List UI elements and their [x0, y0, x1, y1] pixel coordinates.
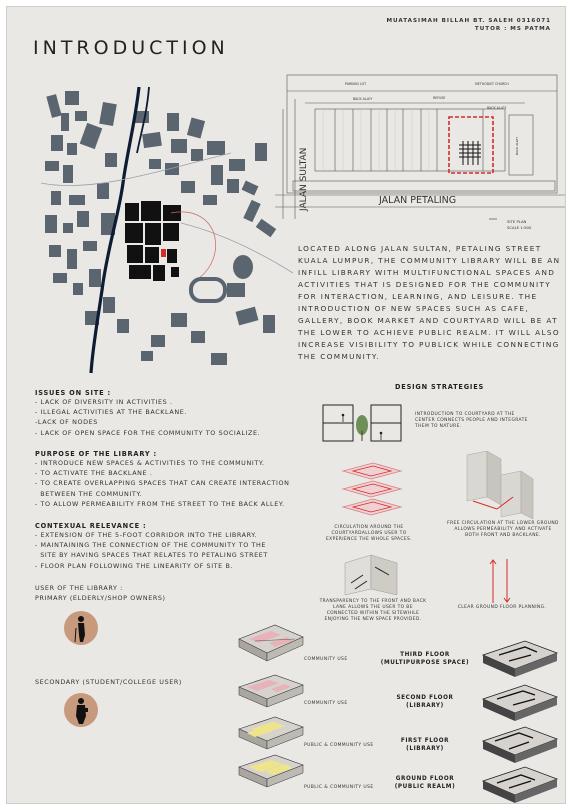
back-alley-vertical-label: BACK ALLEY — [515, 136, 519, 155]
site-plan-label: SITE PLAN — [507, 219, 527, 224]
contextual-item: - EXTENSION OF THE 5-FOOT CORRIDOR INTO THE LIBRARY. — [35, 531, 258, 539]
circulation-caption: CIRCULATION AROUND THE COURTYARDALLOWS USER TO EXPERIENCE THE WHOLE SPACES. — [325, 525, 412, 542]
floor-use-label: PUBLIC & COMMUNITY USE — [304, 743, 374, 748]
floor-axo-third — [235, 621, 307, 665]
clear-ground-caption: CLEAR GROUND FLOOR PLANNING. — [457, 605, 547, 610]
floor-name-first — [375, 738, 475, 753]
transparency-caption: TRANSPARENCY TO THE FRONT AND BACK LANE ALLOWS THE USER TO BE CONNECTED WITHIN THE SITEWHILE ENJOYING THE NEW SPACE PROVIDED. — [319, 599, 427, 622]
floor-name-second — [375, 695, 475, 710]
site-grid-hatch — [459, 141, 481, 165]
courtyard-caption: INTRODUCTION TO COURTYARD AT THE CENTER CONNECTS PEOPLE AND INTEGRATE THEM TO NATURE. — [415, 412, 528, 429]
jalan-petaling-label: JALAN PETALING — [379, 195, 457, 206]
issues-heading: ISSUES ON SITE : — [35, 389, 111, 397]
strategies-heading: DESIGN STRATEGIES — [395, 383, 485, 391]
purpose-item: BETWEEN THE COMMUNITY. — [35, 489, 143, 498]
site-plan-drawing — [275, 69, 565, 239]
floor-name: THIRD FLOOR — [400, 652, 450, 658]
floor-axo-ground — [235, 751, 307, 793]
contextual-heading: CONTEXUAL RELEVANCE : — [35, 522, 147, 530]
free-circulation-diagram — [457, 451, 537, 521]
issue-item: - ILLEGAL ACTIVITIES AT THE BACKLANE. — [35, 408, 187, 417]
refuse-label: REFUSE — [433, 96, 446, 100]
context-map — [31, 83, 293, 375]
purpose-item: - TO ALLOW PERMEABILITY FROM THE STREET TO THE BACK ALLEY. — [35, 499, 285, 508]
circulation-layers-diagram — [339, 461, 405, 523]
courtyard-section-diagram — [321, 401, 405, 447]
author-name: MUATASIMAH BILLAH BT. SALEH 0316071 — [386, 18, 551, 24]
site-plan-scale: SCALE 1:500 — [507, 225, 532, 230]
intro-paragraph: LOCATED ALONG JALAN SULTAN, PETALING STREET KUALA LUMPUR, THE COMMUNITY LIBRARY WILL BE AN INFILL LIBRARY WITH MULTIFUNCTIONAL SPACES AND ACTIVITIES THAT IS DESIGNED FOR THE COMMUNITY FOR INTERACTION, LEARNING, AND LEISURE. THE INTRODUCTION OF NEW SPACES SUCH AS CAFE, GALLERY, BOOK MARKET AND COURTYARD WILL BE AT THE LOWER TO ACHIEVE PUBLIC REALM. IT WILL ALSO INCREASE VISIBILITY TO PUBLICK WHILE CONNECTING THE COMMUNITY. — [298, 244, 561, 361]
users-heading: USER OF THE LIBRARY : — [35, 584, 123, 592]
student-user-avatar — [64, 693, 98, 727]
floor-subname: (MULTIPURPOSE SPACE) — [380, 659, 470, 666]
purpose-item: - TO CREATE OVERLAPPING SPACES THAT CAN CREATE INTERACTION — [35, 479, 290, 488]
back-alley-top-label: BACK ALLEY — [353, 97, 373, 101]
contextual-item: - MAINTAINING THE CONNECTION OF THE COMMUNITY TO THE — [35, 541, 267, 550]
purpose-heading: PURPOSE OF THE LIBRARY : — [35, 450, 157, 458]
free-circulation-caption: FREE CIRCULATION AT THE LOWER GROUND ALLOWS PERMEABILITY AND ACTIVATE BOTH FRONT AND BACKLANE. — [447, 521, 559, 538]
transparency-diagram — [341, 553, 401, 597]
secondary-user: SECONDARY (STUDENT/COLLEGE USER) — [35, 678, 183, 686]
floor-name-third — [375, 652, 475, 667]
plan-boundary — [287, 75, 557, 193]
stadium-track — [191, 279, 225, 301]
issue-item: - LACK OF DIVERSITY IN ACTIVITIES . — [35, 398, 173, 406]
issue-item: - LACK OF OPEN SPACE FOR THE COMMUNITY TO SOCIALIZE. — [35, 428, 261, 437]
jalan-sultan-label: JALAN SULTAN — [299, 147, 309, 211]
elderly-person-icon — [64, 611, 98, 645]
floor-plan-stack — [479, 637, 561, 804]
clear-ground-diagram — [485, 557, 515, 605]
issues-section — [35, 389, 305, 438]
floor-axo-second — [235, 671, 307, 711]
floor-name: GROUND FLOOR — [395, 776, 455, 782]
contextual-item: - FLOOR PLAN FOLLOWING THE LINEARITY OF SITE B. — [35, 561, 234, 570]
shop-row — [315, 109, 505, 171]
purpose-section — [35, 450, 310, 509]
floor-subname: (PUBLIC REALM) — [394, 783, 456, 790]
church-label: METHODIST CHURCH — [475, 82, 509, 86]
site-marker — [161, 249, 166, 257]
floor-axo-first — [235, 713, 307, 755]
floor-name-ground — [375, 776, 475, 791]
floor-use-label: PUBLIC & COMMUNITY USE — [304, 785, 374, 790]
page-title: INTRODUCTION — [33, 37, 229, 59]
floor-name: SECOND FLOOR — [396, 695, 454, 701]
purpose-item: - INTRODUCE NEW SPACES & ACTIVITIES TO THE COMMUNITY. — [35, 459, 265, 467]
purpose-item: - TO ACTIVATE THE BACKLANE . — [35, 469, 153, 478]
primary-user: PRIMARY (ELDERLY/SHOP OWNERS) — [35, 594, 166, 602]
presentation-sheet — [6, 6, 566, 804]
floor-use-label: COMMUNITY USE — [304, 657, 348, 662]
floor-plan-second — [483, 685, 557, 721]
person-icon — [380, 432, 383, 435]
student-person-icon — [64, 693, 98, 727]
floor-use-label: COMMUNITY USE — [304, 701, 348, 706]
floor-plan-third — [483, 641, 557, 677]
issue-item: -LACK OF NODES — [35, 418, 98, 427]
elderly-user-avatar — [64, 611, 98, 645]
floor-plan-first — [483, 727, 557, 763]
contextual-item: SITE BY HAVING SPACES THAT RELATES TO PETALING STREET — [35, 551, 268, 560]
floor-name: FIRST FLOOR — [400, 738, 450, 744]
person-icon — [342, 414, 345, 417]
tutor-name: TUTOR : MS PATMA — [474, 26, 551, 32]
parking-label: PARKING LOT — [345, 82, 367, 86]
contextual-section — [35, 522, 310, 571]
author-block — [386, 17, 551, 33]
back-alley-right-label: BACK ALLEY — [487, 106, 507, 110]
floor-plan-ground — [483, 767, 557, 803]
floor-subname: (LIBRARY) — [406, 702, 444, 709]
floor-subname: (LIBRARY) — [406, 745, 444, 752]
